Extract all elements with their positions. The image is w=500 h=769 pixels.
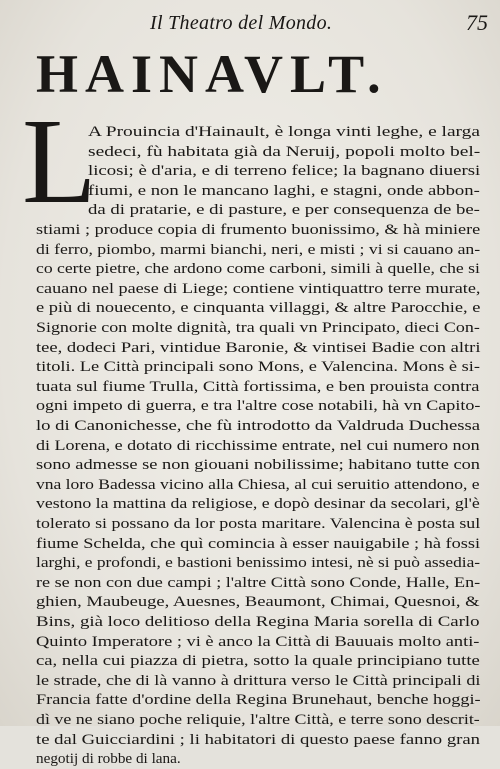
text-line: sedeci, fù habitata già da Neruij, popoli molto bel- bbox=[88, 142, 481, 160]
text-line: titoli. Le Città principali sono Mons, e Valencina. Mons è si- bbox=[36, 358, 480, 376]
text-line: fiume Schelda, che quì comincia à esser nauigabile ; hà fossi bbox=[36, 534, 481, 552]
text-line: lo di Canonichesse, che fù introdotto da Valdruda Duchessa bbox=[36, 417, 481, 434]
text-line: vna loro Badessa vicino alla Chiesa, al cui seruitio attendono, e bbox=[36, 475, 480, 493]
text-line: co certe pietre, che ardono come carboni, simili à quelle, che si bbox=[36, 260, 480, 278]
running-head: Il Theatro del Mondo. bbox=[150, 12, 333, 34]
text-line: ogni impeto di guerra, e tra l'altre cose notabili, hà vn Capito- bbox=[36, 397, 481, 415]
text-line: tolerato si possano da lor posta maritare. Valencina è posta sul bbox=[36, 515, 481, 532]
text-line: le strade, che di là vanno à drittura verso le Città principali di bbox=[36, 671, 481, 689]
text-line: te dal Guicciardini ; li habitatori di questo paese fanno gran bbox=[36, 730, 481, 748]
text-line: Signorie con molte dignità, tra quali vn Principato, dieci Con- bbox=[36, 319, 480, 336]
text-line: sono admesse se non giouani nobilissime; habitano tutte con bbox=[36, 456, 480, 474]
chapter-title: HAINAVLT. bbox=[36, 44, 388, 104]
text-line: re se non con due campi ; l'altre Città sono Conde, Halle, En- bbox=[36, 573, 481, 591]
text-line: stiami ; produce copia di frumento buonissimo, & hà miniere bbox=[36, 221, 481, 238]
text-line: A Prouincia d'Hainault, è longa vinti leghe, e larga bbox=[88, 123, 480, 140]
text-line: Quinto Imperatore ; vi è anco la Città di Bauuais molto anti- bbox=[36, 632, 480, 650]
text-line: Bins, già loco delitioso della Regina Maria sorella di Carlo bbox=[36, 613, 480, 630]
text-line: di ferro, piombo, marmi bianchi, neri, e misti ; vi si cauano an- bbox=[36, 240, 481, 258]
page-number: 75 bbox=[466, 10, 488, 35]
text-line: vestono la mattina da religiose, e dopò desinar da secolari, gl'è bbox=[36, 495, 480, 513]
drop-cap: L bbox=[22, 94, 97, 229]
text-line: dì ve ne siano poche reliquie, l'altre Città, e terre sono descrit- bbox=[36, 711, 480, 728]
text-line: e più di nouecento, e cinquanta villaggi, & altre Parocchie, e bbox=[36, 299, 481, 317]
text-line: cauano nel paese di Liege; contiene vintiquattro terre murate, bbox=[36, 279, 481, 297]
text-line: licosi; è d'aria, e di terreno felice; la bagnano diuersi bbox=[88, 162, 481, 180]
text-line: tuata sul fiume Trulla, Città fortissima, e ben prouista contra bbox=[36, 377, 480, 395]
text-line: larghi, e profondi, e bastioni benissimo intesi, nè si può assedia- bbox=[36, 554, 481, 572]
text-line: ca, nella cui piazza di pietra, sotto la quale principiano tutte bbox=[36, 652, 480, 670]
text-line: ghien, Maubeuge, Auesnes, Beaumont, Chimai, Quesnoi, & bbox=[36, 593, 480, 611]
text-line: negotij di robbe di lana. bbox=[36, 750, 181, 768]
text-line: da di pratarie, e di pasture, e per consequenza de be- bbox=[88, 201, 480, 219]
text-line: fiumi, e non le mancano laghi, e stagni, onde abbon- bbox=[88, 181, 480, 199]
text-line: di Lorena, e dotato di ricchissime entrate, nel cui numero non bbox=[36, 436, 480, 454]
text-line: Francia fatte d'ordine della Regina Brunehaut, benche hoggi- bbox=[36, 691, 481, 709]
text-line: tee, dodeci Pari, vintidue Baronie, & vintisei Badie con altri bbox=[36, 338, 481, 356]
